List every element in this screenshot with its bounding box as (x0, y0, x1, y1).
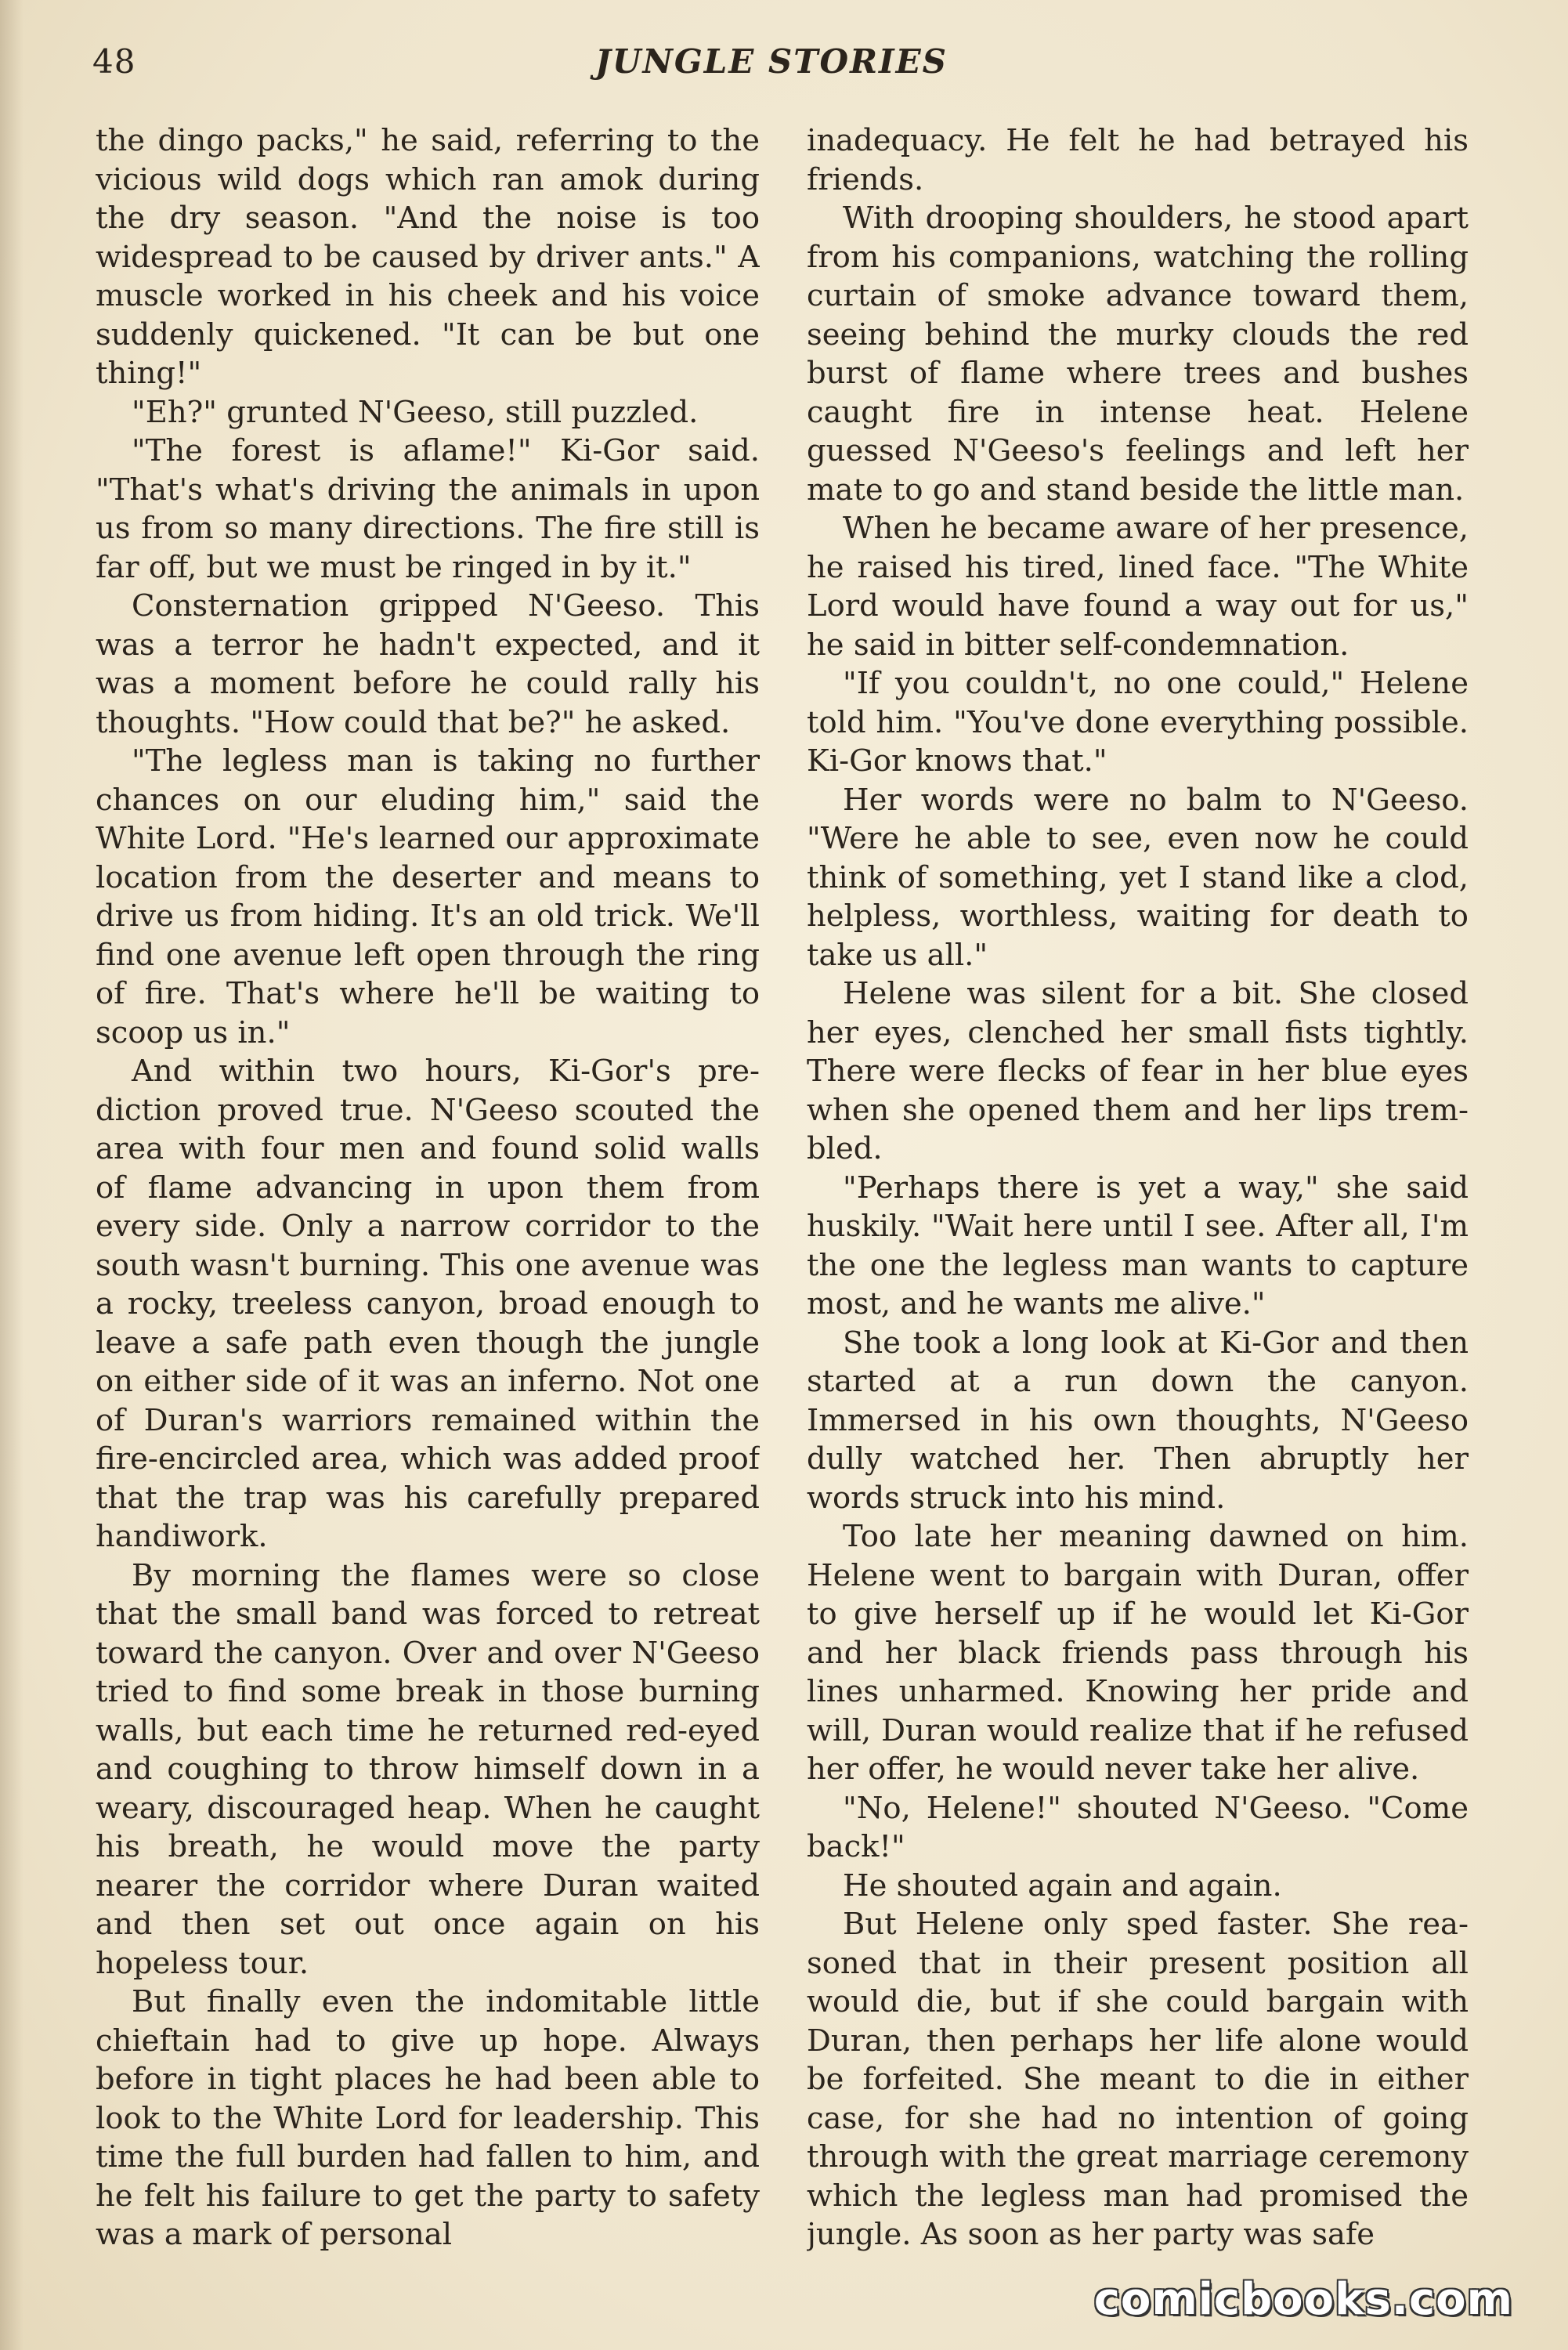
paragraph: "The legless man is taking no further chances on our eluding him," said the White Lord. "He's learned our approximate location from the deserter and means to drive us from hiding. It's an old trick. We'll find one avenue left open through the ring of fire. That's where he'll be waiting to scoop us in." (96, 743, 760, 1050)
paragraph: When he became aware of her presence, he raised his tired, lined face. "The White Lord would have found a way out for us," he said in bitter self-condemnation. (807, 511, 1469, 663)
page-number: 48 (92, 42, 136, 81)
paragraph: She took a long look at Ki-Gor and then started at a run down the canyon. Immersed in his own thoughts, N'Geeso dully watched her. Then abruptly her words struck into his mind. (807, 1325, 1469, 1516)
paragraph: But Helene only sped faster. She reasoned that in their present position all would die, but if she could bargain with Duran, then perhaps her life alone would be forfeited. She meant to die in either case, for she had no intention of going through with the great marriage ceremony which the legless man had promised the jungle. As soon as her party was safe (807, 1907, 1469, 2252)
paragraph: Her words were no balm to N'Geeso. "Were he able to see, even now he could think of something, yet I stand like a clod, helpless, worthless, waiting for death to take us all." (807, 782, 1469, 973)
paragraph: "The forest is aflame!" Ki-Gor said. "That's what's driving the animals in upon us from so many directions. The fire still is far off, but we must be ringed in by it." (96, 433, 760, 585)
paragraph: "No, Helene!" shouted N'Geeso. "Come back!" (807, 1790, 1469, 1864)
page-header (92, 42, 1451, 100)
paragraph: the dingo packs," he said, referring to the vicious wild dogs which ran amok during the dry season. "And the noise is too widespread to be caused by driver ants." A muscle worked in his cheek and his voice suddenly quickened. "It can be but one thing!" (96, 123, 760, 391)
paragraph: By morning the flames were so close that the small band was forced to retreat toward the canyon. Over and over N'Geeso tried to find some break in those burning walls, but each time he returned red-eyed and coughing to throw himself down in a weary, discouraged heap. When he caught his breath, he would move the party nearer the corridor where Duran waited and then set out once again on his hopeless tour. (96, 1557, 760, 1981)
text-column-right (807, 121, 1469, 2307)
text-column-left (96, 121, 760, 2307)
paragraph: "Perhaps there is yet a way," she said huskily. "Wait here until I see. After all, I'm the one the legless man wants to capture most, and he wants me alive." (807, 1170, 1469, 1321)
paragraph: Too late her meaning dawned on him. Helene went to bargain with Duran, offer to give herself up if he would let Ki-Gor and her black friends pass through his lines unharmed. Knowing her pride and will, Duran would realize that if he refused her offer, he would never take her alive. (807, 1519, 1469, 1787)
paragraph: "Eh?" grunted N'Geeso, still puzzled. (132, 394, 699, 430)
paragraph: Consternation gripped N'Geeso. This was a terror he hadn't expected, and it was a moment before he could rally his thoughts. "How could that be?" he asked. (96, 588, 760, 740)
paragraph: But finally even the indomitable little chieftain had to give up hope. Always before in tight places he had been able to look to the White Lord for leadership. This time the full burden had fallen to him, and he felt his failure to get the party to safety was a mark of personal (96, 1984, 760, 2252)
paragraph: inadequacy. He felt he had betrayed his friends. (807, 123, 1469, 197)
page-edge-shadow (0, 0, 23, 2350)
paragraph: "If you couldn't, no one could," Helene told him. "You've done everything possible. Ki-Gor knows that." (807, 666, 1469, 779)
paragraph: And within two hours, Ki-Gor's prediction proved true. N'Geeso scouted the area with four men and found solid walls of flame advancing in upon them from every side. Only a narrow corridor to the south wasn't burning. This one avenue was a rocky, treeless canyon, broad enough to leave a safe path even though the jungle on either side of it was an inferno. Not one of Duran's warriors remained within the fire-encircled area, which was added proof that the trap was his carefully prepared handiwork. (96, 1054, 760, 1554)
paragraph: He shouted again and again. (843, 1867, 1282, 1904)
paragraph: Helene was silent for a bit. She closed her eyes, clenched her small fists tightly. There were flecks of fear in her blue eyes when she opened them and her lips trembled. (807, 976, 1469, 1166)
paragraph: With drooping shoulders, he stood apart from his companions, watching the rolling curtain of smoke advance toward them, seeing behind the murky clouds the red burst of flame where trees and bushes caught fire in intense heat. Helene guessed N'Geeso's feelings and left her mate to go and stand beside the little man. (807, 201, 1469, 508)
running-title: JUNGLE STORIES (595, 42, 948, 81)
site-watermark: comicbooks.com (1093, 2274, 1513, 2325)
